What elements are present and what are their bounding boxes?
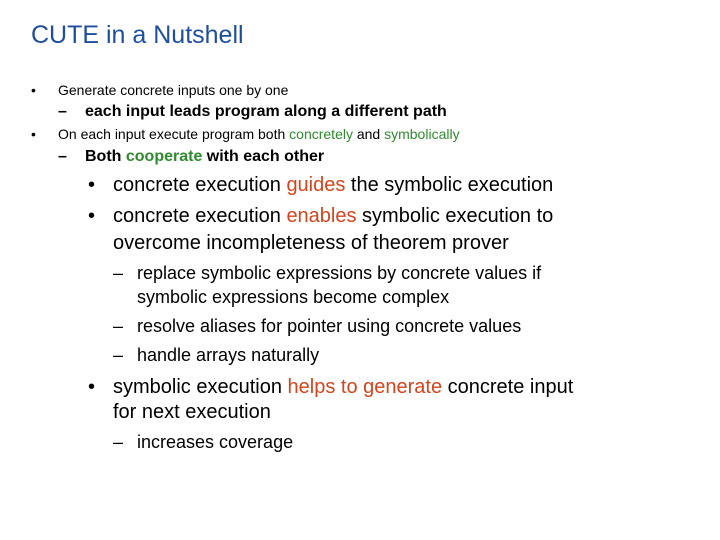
bullet-icon: •	[88, 174, 96, 196]
highlight-symbolically: symbolically	[384, 126, 460, 142]
bullet-icon: •	[31, 126, 36, 142]
detail-aliases: resolve aliases for pointer using concrete values	[137, 316, 522, 336]
highlight-cooperate: cooperate	[125, 148, 203, 165]
sub-bullet-cooperate	[85, 148, 324, 166]
dash-icon: –	[113, 263, 124, 283]
sub-bullet-different-path: each input leads program along a different path	[85, 103, 447, 120]
bullet-generate-inputs: Generate concrete inputs one by one	[58, 82, 289, 98]
point-helps-generate	[113, 376, 573, 399]
highlight-helps-to-generate: helps to generate	[287, 376, 443, 398]
highlight-guides: guides	[286, 174, 346, 196]
dash-icon: –	[113, 345, 124, 365]
detail-replace-continued: symbolic expressions become complex	[137, 287, 450, 307]
text-segment: concrete input	[442, 376, 574, 398]
text-segment: concrete execution	[113, 205, 287, 227]
dash-icon: –	[113, 432, 124, 452]
text-segment: concrete execution	[113, 174, 287, 196]
detail-replace: replace symbolic expressions by concrete values if	[137, 263, 542, 283]
bullet-execute-both	[58, 126, 460, 142]
bullet-icon: •	[31, 82, 36, 98]
point-enables	[113, 205, 553, 228]
dash-icon: –	[113, 316, 124, 336]
highlight-enables: enables	[286, 205, 357, 227]
detail-coverage: increases coverage	[137, 432, 294, 452]
text-segment: with each other	[202, 148, 325, 165]
dash-icon: –	[58, 103, 67, 120]
text-segment: symbolic execution	[113, 376, 288, 398]
slide-title: CUTE in a Nutshell	[31, 21, 244, 49]
text-segment: and	[352, 126, 385, 142]
text-segment: Both	[85, 148, 126, 165]
text-segment: symbolic execution to	[356, 205, 554, 227]
point-guides	[113, 174, 553, 197]
point-helps-generate-continued: for next execution	[113, 401, 271, 423]
point-enables-continued: overcome incompleteness of theorem prover	[113, 232, 509, 254]
bullet-icon: •	[88, 376, 96, 398]
highlight-concretely: concretely	[289, 126, 353, 142]
detail-arrays: handle arrays naturally	[137, 345, 320, 365]
bullet-icon: •	[88, 205, 96, 227]
text-segment: the symbolic execution	[345, 174, 554, 196]
text-segment: On each input execute program both	[58, 126, 290, 142]
dash-icon: –	[58, 148, 67, 165]
